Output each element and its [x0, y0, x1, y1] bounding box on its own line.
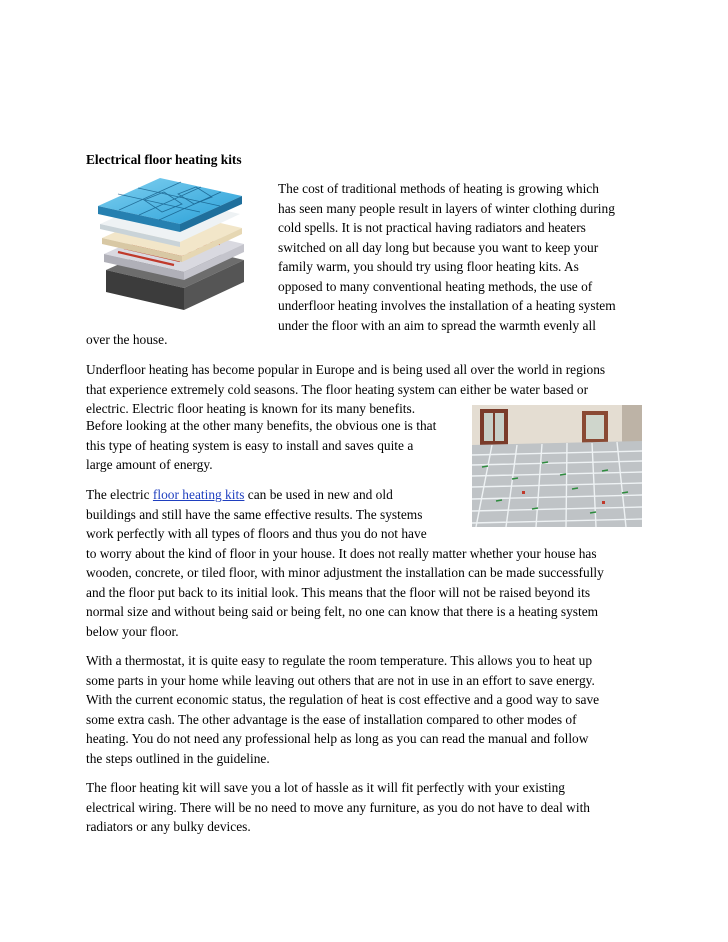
- text-line: this type of heating system is easy to install and saves quite a: [86, 437, 414, 453]
- text-line: and the floor put back to its initial look. This means that the floor will not be raised beyond its: [86, 584, 591, 600]
- text-line: some extra cash. The other advantage is the ease of installation compared to other modes of: [86, 711, 577, 727]
- text-line: cold spells. It is not practical having radiators and heaters: [278, 220, 586, 235]
- text-line: over the house.: [86, 332, 168, 347]
- underfloor-heating-room-photo: [472, 405, 642, 527]
- text-line: The floor heating kit will save you a lot of hassle as it will fit perfectly with your existing: [86, 780, 565, 795]
- text-line: Before looking at the other many benefits, the obvious one is that: [86, 418, 437, 433]
- text-line: to worry about the kind of floor in your house. It does not really matter whether your house has: [86, 545, 597, 561]
- text-line: electric. Electric floor heating is known for its many benefits.: [86, 401, 416, 416]
- text-line: work perfectly with all types of floors and thus you do not have: [86, 526, 427, 541]
- text-line: electrical wiring. There will be no need to move any furniture, as you do not have to deal with: [86, 799, 590, 815]
- text-line: that experience extremely cold seasons. The floor heating system can either be water based or: [86, 381, 589, 397]
- text-segment: can be used in new and old: [244, 487, 393, 502]
- text-line: Underfloor heating has become popular in Europe and is being used all over the world in regions: [86, 362, 606, 377]
- text-segment: The electric: [86, 487, 153, 502]
- text-line: With the current economic status, the regulation of heat is cost effective and a good way to save: [86, 692, 600, 707]
- text-line-with-link: [86, 485, 393, 505]
- text-line: wooden, concrete, or tiled floor, with minor adjustment the installation can be made successfully: [86, 565, 604, 580]
- text-line: normal size and without being said or being felt, no one can know that there is a heating system: [86, 604, 599, 619]
- text-line: The cost of traditional methods of heating is growing which: [278, 181, 599, 196]
- text-line: heating. You do not need any professional help as long as you can read the manual and follow: [86, 731, 589, 746]
- text-line: buildings and still have the same effective results. The systems: [86, 506, 423, 522]
- document-title: Electrical floor heating kits: [86, 152, 242, 167]
- text-line: With a thermostat, it is quite easy to regulate the room temperature. This allows you to heat up: [86, 653, 593, 668]
- text-line: family warm, you should try using floor heating kits. As: [278, 259, 579, 274]
- text-line: below your floor.: [86, 623, 179, 639]
- text-line: large amount of energy.: [86, 457, 213, 472]
- text-line: switched on all day long but because you want to keep your: [278, 239, 599, 255]
- text-line: underfloor heating involves the installation of a heating system: [278, 298, 616, 313]
- text-line: has seen many people result in layers of winter clothing during: [278, 200, 615, 216]
- text-line: radiators or any bulky devices.: [86, 819, 251, 834]
- text-line: under the floor with an aim to spread the warmth evenly all: [278, 317, 596, 333]
- floor-heating-kits-link[interactable]: floor heating kits: [152, 487, 245, 502]
- floor-layers-illustration: [84, 170, 264, 322]
- text-line: opposed to many conventional heating methods, the use of: [278, 278, 593, 294]
- text-line: the steps outlined in the guideline.: [86, 750, 270, 766]
- text-line: some parts in your home while leaving out others that are not in use in an effort to save energy.: [86, 672, 595, 688]
